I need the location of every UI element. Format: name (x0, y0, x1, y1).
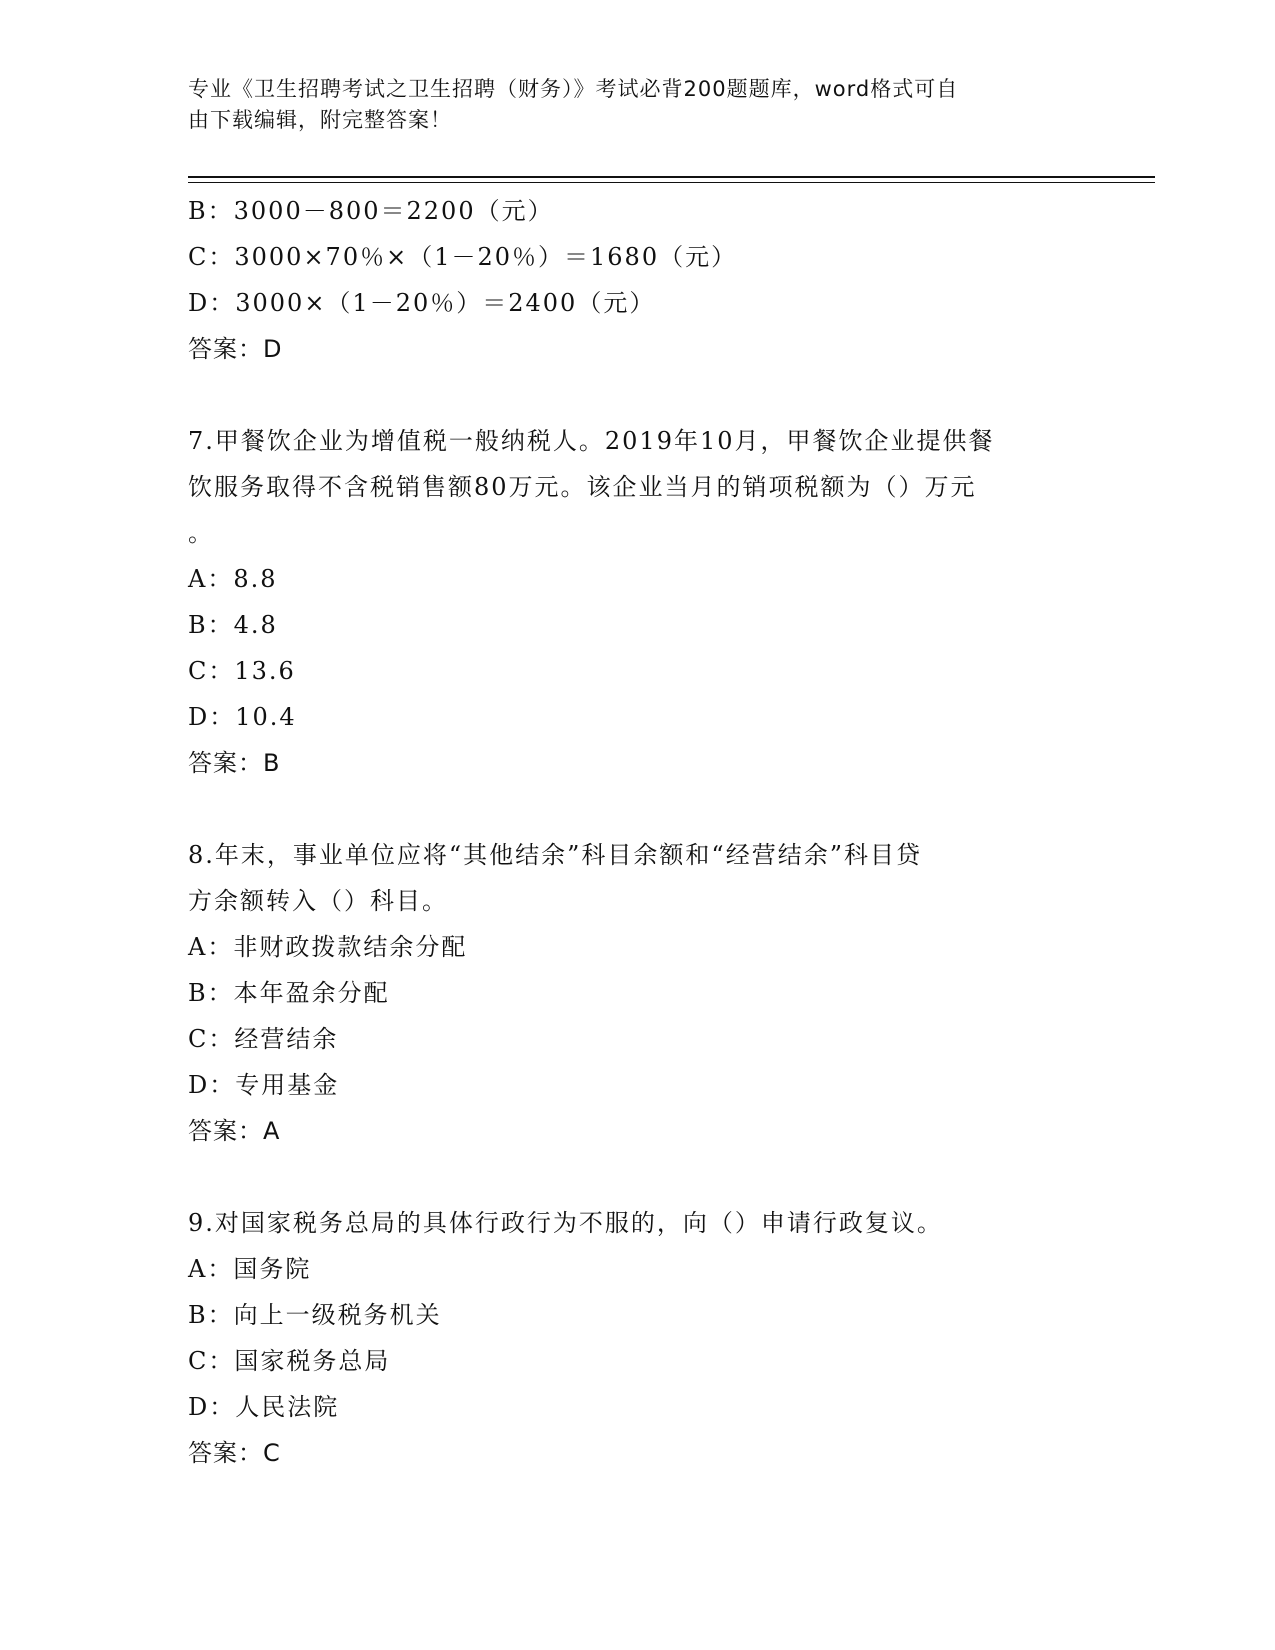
header-divider-thick (188, 176, 1155, 178)
question-8 (188, 832, 1088, 1154)
question-7 (188, 418, 1088, 786)
option-c: C：3000×70％×（1－20％）＝1680（元） (188, 243, 738, 271)
question-text-line: 。 (188, 519, 214, 547)
question-text-line: 9.对国家税务总局的具体行政行为不服的，向（）申请行政复议。 (188, 1209, 943, 1237)
spacer (188, 372, 1088, 418)
header-divider-thin (188, 182, 1155, 183)
question-text-line: 饮服务取得不含税销售额80万元。该企业当月的销项税额为（）万元 (188, 473, 977, 501)
option-a: A：国务院 (188, 1255, 312, 1283)
option-d: D：人民法院 (188, 1393, 340, 1421)
option-d: D：10.4 (188, 703, 297, 731)
question-6-tail (188, 188, 1088, 372)
answer: 答案：B (188, 749, 281, 777)
answer: 答案：C (188, 1439, 281, 1467)
option-b: B：4.8 (188, 611, 278, 639)
header-line-2: 由下载编辑，附完整答案！ (188, 108, 452, 132)
question-text-line: 7.甲餐饮企业为增值税一般纳税人。2019年10月，甲餐饮企业提供餐 (188, 427, 995, 455)
header-line-1: 专业《卫生招聘考试之卫生招聘（财务）》考试必背200题题库，word格式可自 (188, 77, 959, 101)
question-9 (188, 1200, 1088, 1476)
option-c: C：13.6 (188, 657, 296, 685)
question-text-line: 方余额转入（）科目。 (188, 887, 448, 915)
option-a: A：非财政拨款结余分配 (188, 933, 468, 961)
option-b: B：向上一级税务机关 (188, 1301, 442, 1329)
question-content (188, 188, 1088, 1476)
spacer (188, 1154, 1088, 1200)
option-c: C：国家税务总局 (188, 1347, 391, 1375)
answer: 答案：A (188, 1117, 281, 1145)
option-c: C：经营结余 (188, 1025, 339, 1053)
answer: 答案：D (188, 335, 283, 363)
page-header (188, 74, 1088, 136)
question-text-line: 8.年末，事业单位应将“其他结余”科目余额和“经营结余”科目贷 (188, 841, 922, 869)
option-d: D：3000×（1－20％）＝2400（元） (188, 289, 656, 317)
option-a: A：8.8 (188, 565, 278, 593)
option-b: B：本年盈余分配 (188, 979, 390, 1007)
option-b: B：3000－800＝2200（元） (188, 197, 554, 225)
spacer (188, 786, 1088, 832)
option-d: D：专用基金 (188, 1071, 340, 1099)
